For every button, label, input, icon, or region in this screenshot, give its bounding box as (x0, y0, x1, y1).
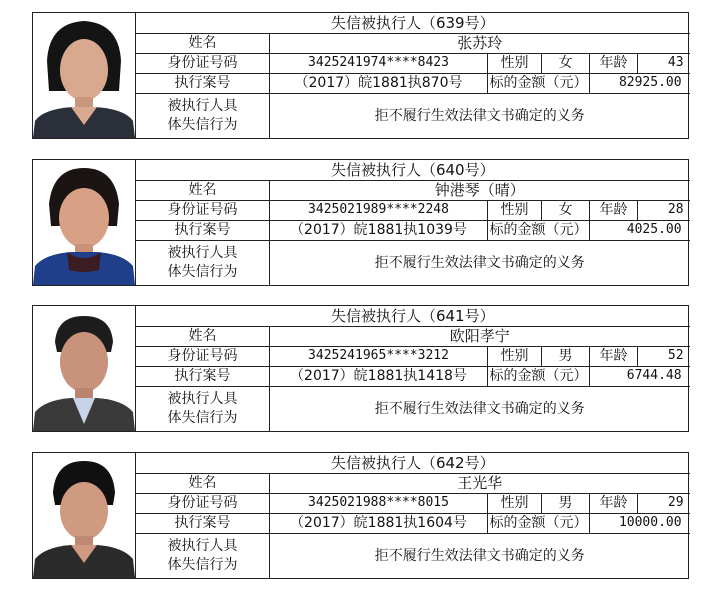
case-number-value: （2017）皖1881执1604号 (270, 513, 488, 533)
age-value: 29 (638, 493, 690, 513)
behavior-value: 拒不履行生效法律文书确定的义务 (270, 93, 690, 138)
record-title: 失信被执行人（642号） (136, 453, 690, 473)
behavior-value: 拒不履行生效法律文书确定的义务 (270, 533, 690, 578)
id-number-value: 3425241974****8423 (270, 53, 488, 73)
case-number-label: 执行案号 (136, 73, 270, 93)
record-table (135, 453, 690, 578)
behavior-label-line1: 被执行人具 (167, 537, 238, 554)
gender-label: 性别 (488, 493, 542, 513)
name-label: 姓名 (136, 473, 270, 493)
person-photo (33, 160, 136, 285)
record-card (32, 305, 689, 432)
behavior-label-line1: 被执行人具 (167, 97, 238, 114)
name-value: 张苏玲 (270, 33, 690, 53)
id-number-label: 身份证号码 (136, 200, 270, 220)
id-number-label: 身份证号码 (136, 493, 270, 513)
age-label: 年龄 (590, 493, 638, 513)
gender-value: 女 (542, 200, 590, 220)
id-number-value: 3425021989****2248 (270, 200, 488, 220)
behavior-label-line2: 体失信行为 (167, 556, 238, 573)
gender-label: 性别 (488, 200, 542, 220)
case-number-value: （2017）皖1881执870号 (270, 73, 488, 93)
behavior-label (136, 240, 270, 285)
behavior-label-line2: 体失信行为 (167, 409, 238, 426)
age-label: 年龄 (590, 53, 638, 73)
name-value: 王光华 (270, 473, 690, 493)
person-photo (33, 306, 136, 431)
portrait-image (33, 453, 135, 578)
record-title: 失信被执行人（639号） (136, 13, 690, 33)
age-label: 年龄 (590, 346, 638, 366)
case-number-label: 执行案号 (136, 366, 270, 386)
id-number-value: 3425021988****8015 (270, 493, 488, 513)
behavior-label-line1: 被执行人具 (167, 390, 238, 407)
portrait-image (33, 13, 135, 138)
person-photo (33, 453, 136, 578)
amount-label: 标的金额（元） (489, 368, 588, 384)
record-table (135, 306, 690, 431)
gender-label: 性别 (488, 53, 542, 73)
name-value: 钟港琴（晴） (270, 180, 690, 200)
id-number-label: 身份证号码 (136, 53, 270, 73)
case-number-label: 执行案号 (136, 513, 270, 533)
amount-label: 标的金额（元） (489, 75, 588, 91)
gender-value: 男 (542, 493, 590, 513)
record-table (135, 13, 690, 138)
amount-value: 82925.00 (590, 73, 690, 93)
record-card (32, 159, 689, 286)
behavior-label (136, 386, 270, 431)
behavior-label (136, 93, 270, 138)
amount-value: 10000.00 (590, 513, 690, 533)
record-card (32, 452, 689, 579)
record-title: 失信被执行人（640号） (136, 160, 690, 180)
id-number-label: 身份证号码 (136, 346, 270, 366)
age-label: 年龄 (590, 200, 638, 220)
case-number-label: 执行案号 (136, 220, 270, 240)
behavior-label (136, 533, 270, 578)
name-value: 欧阳孝宁 (270, 326, 690, 346)
name-label: 姓名 (136, 326, 270, 346)
gender-label: 性别 (488, 346, 542, 366)
record-title: 失信被执行人（641号） (136, 306, 690, 326)
gender-value: 女 (542, 53, 590, 73)
portrait-image (33, 160, 135, 285)
amount-label: 标的金额（元） (489, 222, 588, 238)
record-table (135, 160, 690, 285)
behavior-value: 拒不履行生效法律文书确定的义务 (270, 386, 690, 431)
age-value: 43 (638, 53, 690, 73)
portrait-image (33, 306, 135, 431)
person-photo (33, 13, 136, 138)
case-number-value: （2017）皖1881执1418号 (270, 366, 488, 386)
age-value: 52 (638, 346, 690, 366)
behavior-label-line1: 被执行人具 (167, 244, 238, 261)
id-number-value: 3425241965****3212 (270, 346, 488, 366)
age-value: 28 (638, 200, 690, 220)
amount-label: 标的金额（元） (489, 515, 588, 531)
name-label: 姓名 (136, 180, 270, 200)
behavior-value: 拒不履行生效法律文书确定的义务 (270, 240, 690, 285)
behavior-label-line2: 体失信行为 (167, 263, 238, 280)
record-card (32, 12, 689, 139)
name-label: 姓名 (136, 33, 270, 53)
amount-value: 4025.00 (590, 220, 690, 240)
case-number-value: （2017）皖1881执1039号 (270, 220, 488, 240)
gender-value: 男 (542, 346, 590, 366)
behavior-label-line2: 体失信行为 (167, 116, 238, 133)
amount-value: 6744.48 (590, 366, 690, 386)
